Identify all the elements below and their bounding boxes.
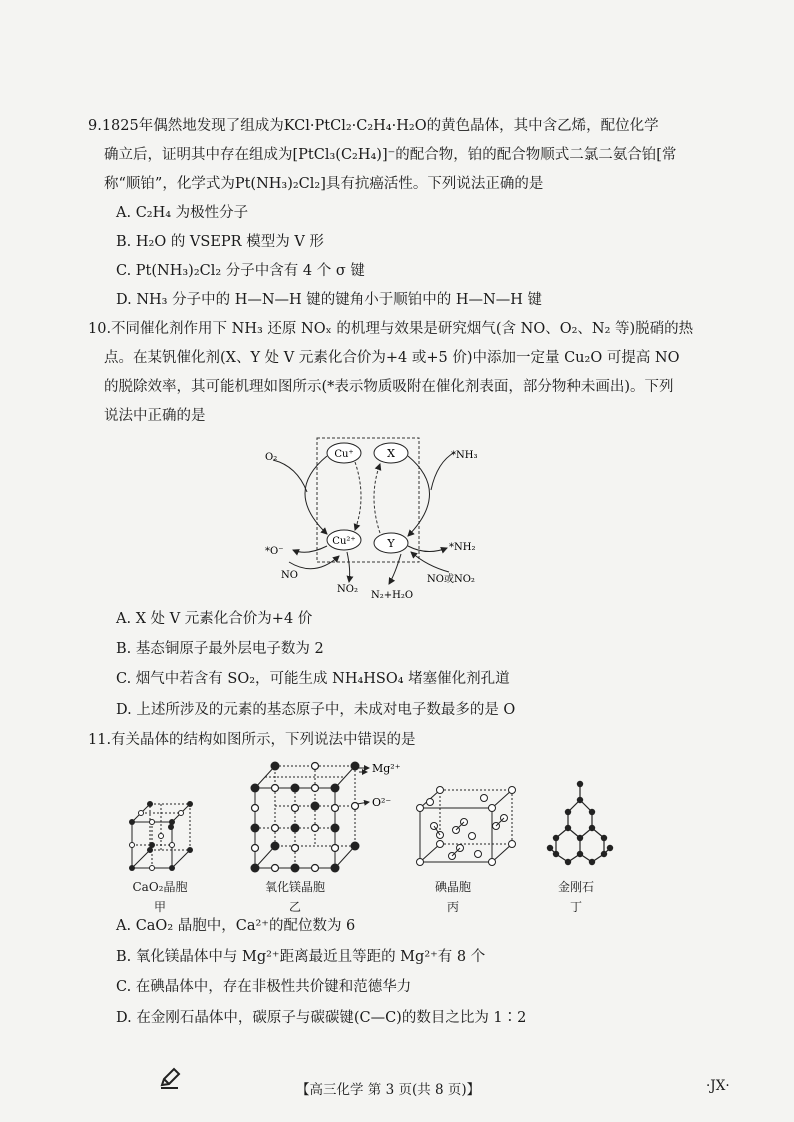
q11-option-c: C. 在碘晶体中，存在非极性共价键和范德华力 xyxy=(116,979,412,995)
cao2-unit-cell xyxy=(126,798,196,874)
nh2-star-label: *NH₂ xyxy=(449,542,476,553)
q9-option-b: B. H₂O 的 VSEPR 模型为 V 形 xyxy=(116,234,324,250)
cu-plus-label: Cu⁺ xyxy=(334,449,354,460)
mgo-unit-cell xyxy=(245,758,405,874)
n2-h2o-label: N₂+H₂O xyxy=(371,590,414,601)
iodine-unit-cell xyxy=(412,786,522,866)
pencil-icon xyxy=(158,1066,182,1090)
nh3-star-label: *NH₃ xyxy=(451,450,478,461)
q10-stem-line-4: 说法中正确的是 xyxy=(104,408,206,424)
q10-stem-line-1: 10.不同催化剂作用下 NH₃ 还原 NOₓ 的机理与效果是研究烟气(含 NO、O₂、N₂ 等)脱硝的热 xyxy=(88,321,694,337)
q9-stem-line-1: 9.1825年偶然地发现了组成为KCl·PtCl₂·C₂H₄·H₂O的黄色晶体，其中含乙烯，配位化学 xyxy=(88,118,659,134)
q9-stem-line-3: 称“顺铂”，化学式为Pt(NH₃)₂Cl₂]具有抗癌活性。下列说法正确的是 xyxy=(104,176,544,192)
iodine-caption: 碘晶胞 xyxy=(434,880,471,894)
arrow-nh2-out xyxy=(408,546,447,552)
q10-stem-line-3: 的脱除效率，其可能机理如图所示(*表示物质吸附在催化剂表面，部分物种未画出)。下列 xyxy=(104,379,674,395)
q9-option-c: C. Pt(NH₃)₂Cl₂ 分子中含有 4 个 σ 键 xyxy=(116,263,365,279)
mechanism-diagram xyxy=(255,432,515,602)
y-label: Y xyxy=(387,537,395,550)
q11-stem: 11.有关晶体的结构如图所示，下列说法中错误的是 xyxy=(88,732,416,748)
q10-option-b: B. 基态铜原子最外层电子数为 2 xyxy=(116,641,324,657)
cao2-caption: CaO₂晶胞 xyxy=(132,880,188,894)
mgo-caption: 氧化镁晶胞 xyxy=(264,880,325,894)
arrow-o2-in xyxy=(273,460,307,492)
arrow-cu2-to-cu xyxy=(355,462,361,530)
arrow-no2-out xyxy=(347,552,350,582)
o-star-label: *O⁻ xyxy=(265,546,284,557)
q9-option-d: D. NH₃ 分子中的 H—N—H 键的键角小于顺铂中的 H—N—H 键 xyxy=(116,292,542,308)
diamond-label: 丁 xyxy=(569,900,582,914)
q11-option-d: D. 在金刚石晶体中，碳原子与碳碳键(C—C)的数目之比为 1∶2 xyxy=(116,1010,527,1026)
q10-option-d: D. 上述所涉及的元素的基态原子中，未成对电子数最多的是 O xyxy=(116,702,516,718)
arrow-n2-out xyxy=(389,554,401,584)
q11-option-b: B. 氧化镁晶体中与 Mg²⁺距离最近且等距的 Mg²⁺有 8 个 xyxy=(116,949,486,965)
o2-label: O₂ xyxy=(265,452,278,463)
diamond-structure xyxy=(546,778,616,866)
no-or-no2-label: NO或NO₂ xyxy=(427,574,475,585)
mgo-label: 乙 xyxy=(288,900,301,914)
no-label: NO xyxy=(281,570,298,581)
iodine-label: 丙 xyxy=(446,900,459,914)
o-ion-label: O²⁻ xyxy=(372,796,392,809)
q10-stem-line-2: 点。在某钒催化剂(X、Y 处 V 元素化合价为+4 或+5 价)中添加一定量 Cu₂O 可提高 NO xyxy=(104,350,680,366)
arrow-no-in xyxy=(289,556,339,569)
cao2-label: 甲 xyxy=(153,900,166,914)
q9-option-a: A. C₂H₄ 为极性分子 xyxy=(116,205,249,221)
q10-option-a: A. X 处 V 元素化合价为+4 价 xyxy=(116,611,313,627)
arrow-x-to-y xyxy=(374,464,380,533)
footer-page-info: 【高三化学 第 3 页(共 8 页)】 xyxy=(296,1082,481,1098)
q11-option-a: A. CaO₂ 晶胞中，Ca²⁺的配位数为 6 xyxy=(116,918,356,934)
q10-option-c: C. 烟气中若含有 SO₂，可能生成 NH₄HSO₄ 堵塞催化剂孔道 xyxy=(116,671,510,687)
x-label: X xyxy=(387,447,395,460)
arrow-cu-oxidation xyxy=(305,456,327,534)
arrow-no-nox-in xyxy=(411,552,449,572)
footer-code: ·JX· xyxy=(706,1078,730,1094)
arrow-o-out xyxy=(293,546,327,552)
mg-ion-label: Mg²⁺ xyxy=(372,762,401,775)
diamond-caption: 金刚石 xyxy=(557,880,594,894)
cu-2plus-label: Cu²⁺ xyxy=(332,536,356,547)
q9-stem-line-2: 确立后，证明其中存在组成为[PtCl₃(C₂H₄)]⁻的配合物，铂的配合物顺式二氯二氨合铂[常 xyxy=(104,147,677,163)
no2-label: NO₂ xyxy=(337,584,358,595)
